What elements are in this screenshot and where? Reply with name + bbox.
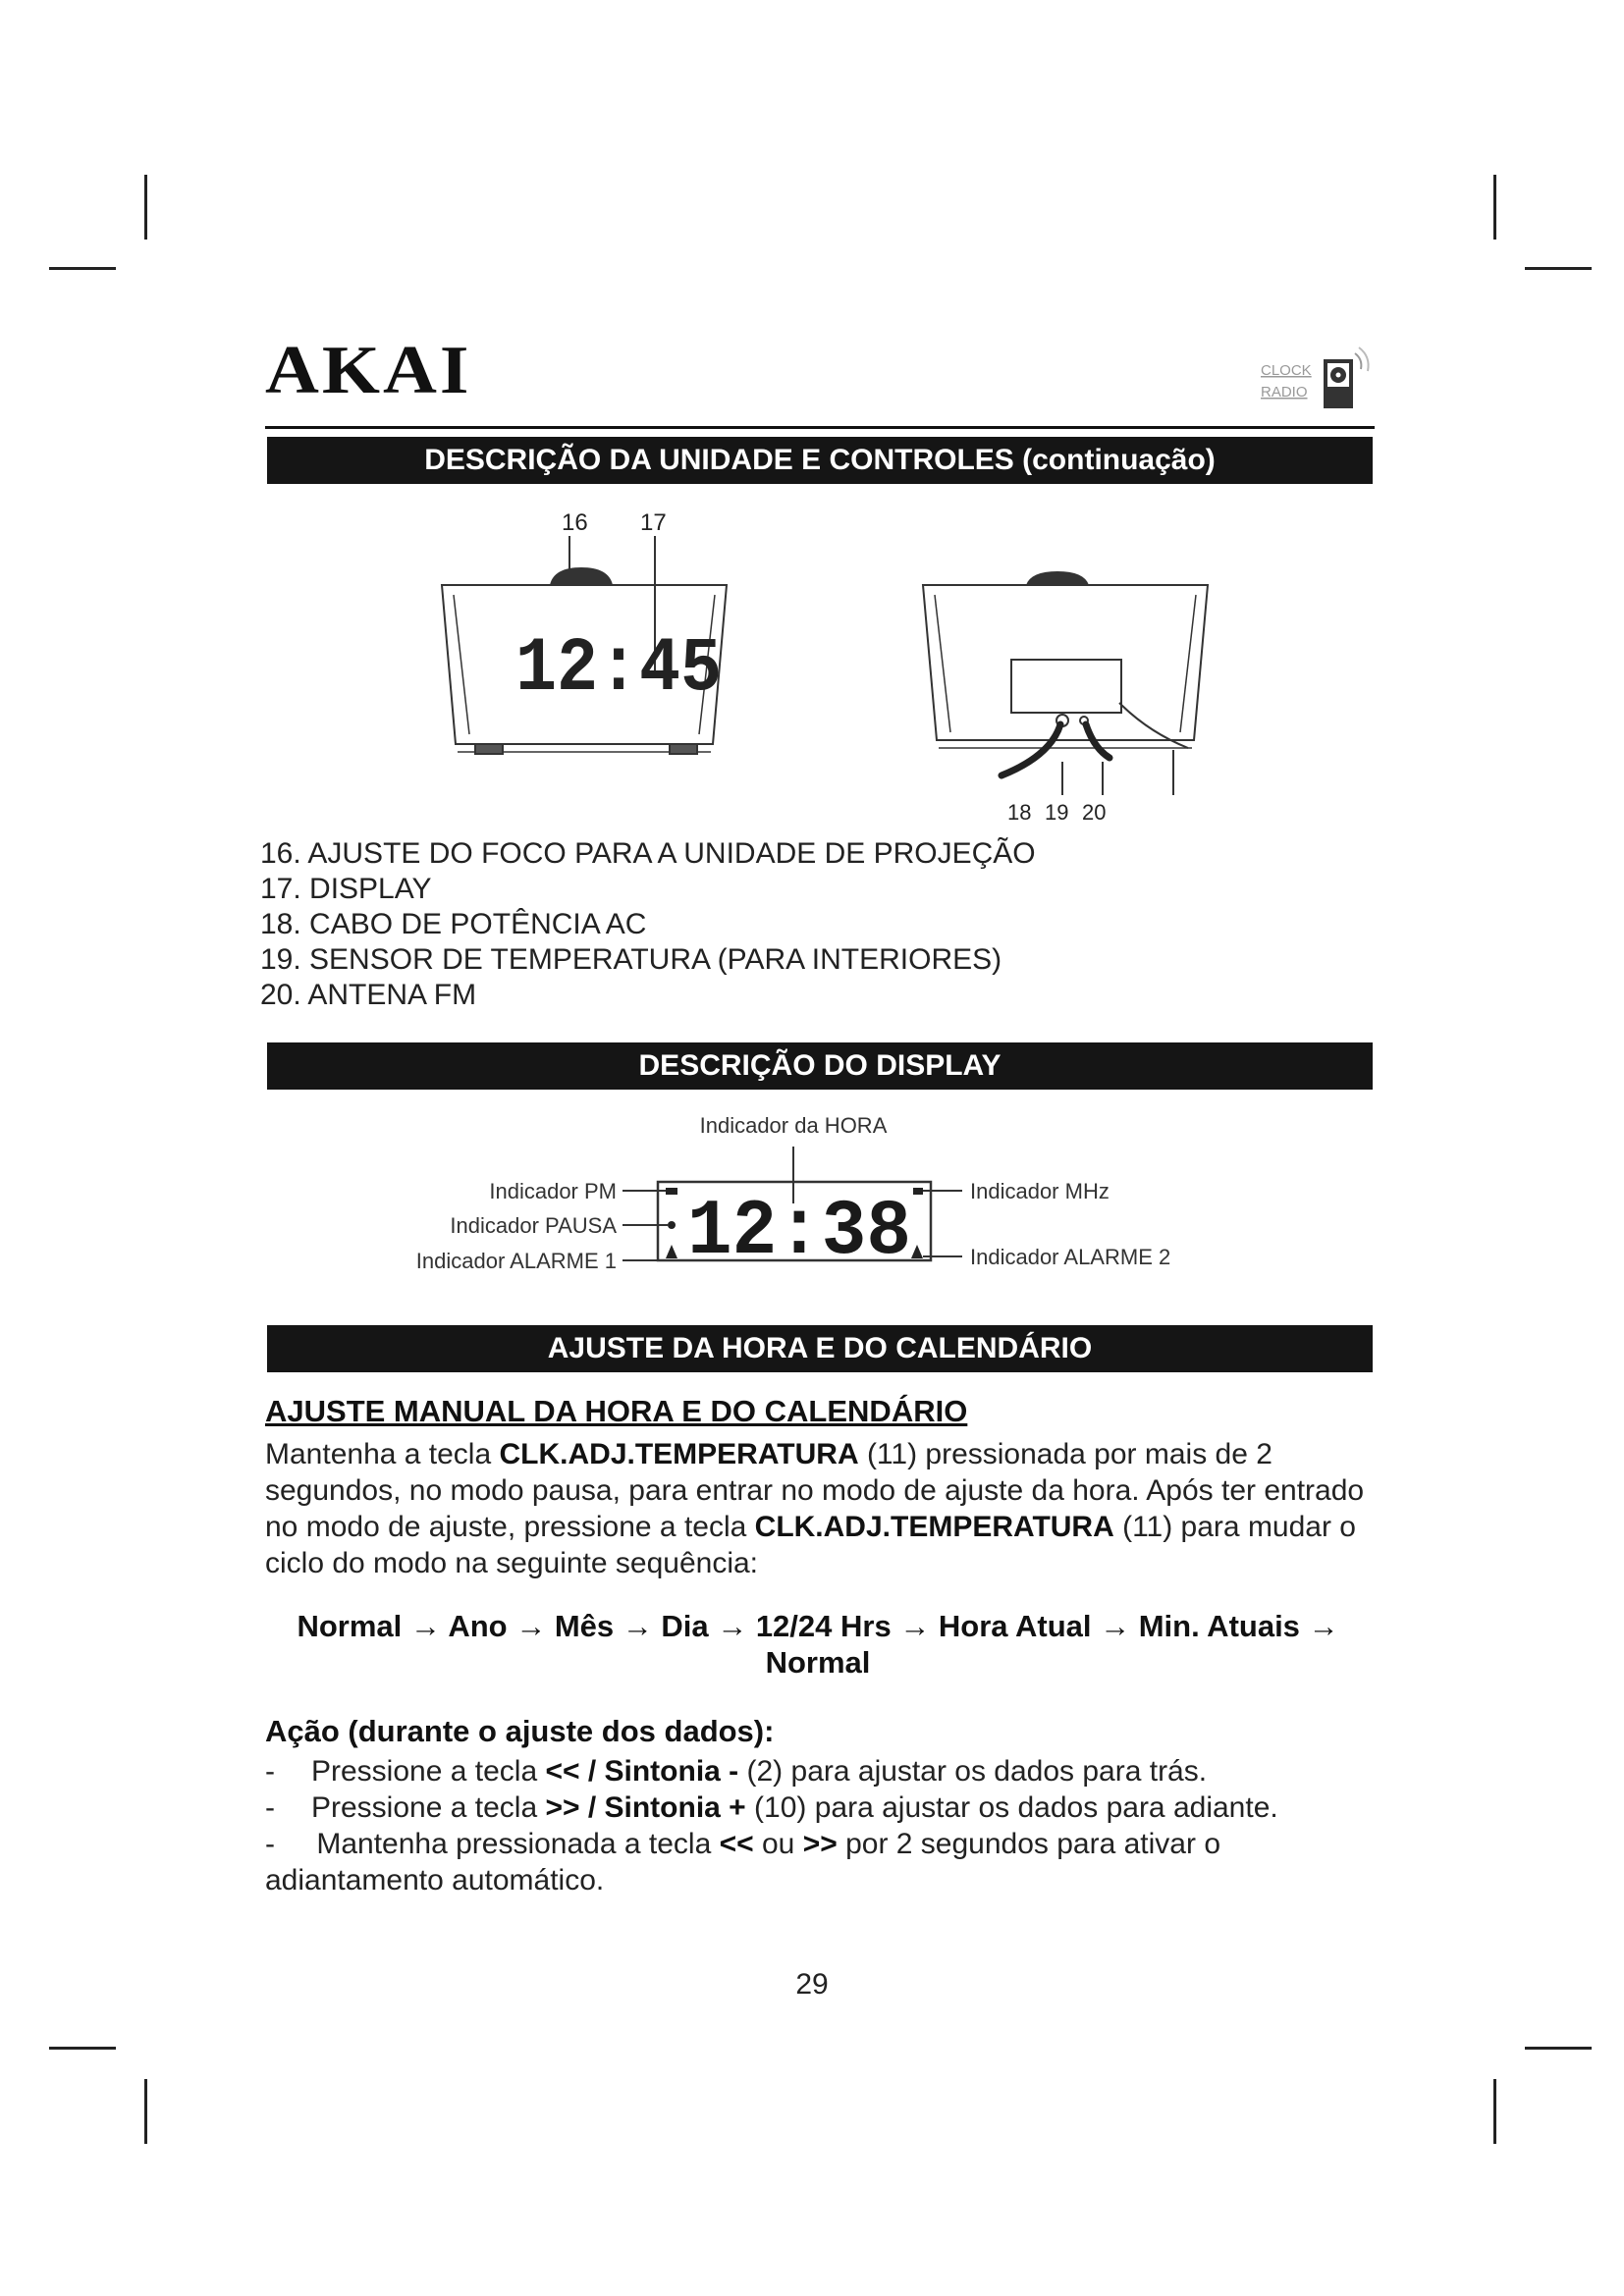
lcd-pause-icon [668, 1221, 676, 1229]
rear-panel [1011, 660, 1121, 713]
instructions-paragraph: Mantenha a tecla CLK.ADJ.TEMPERATURA (11) pressionada por mais de 2 segundos, no modo pausa, para entrar no modo de ajuste da hora. Após ter entrado no modo de ajuste, pressione a tecla CLK.ADJ.TEMPERATURA (11) para mudar o ciclo do modo na seguinte sequência: [265, 1438, 1365, 1579]
rear-unit-body [923, 585, 1208, 740]
lcd-alarm1-icon [666, 1245, 677, 1258]
action-item: - Pressione a tecla >> / Sintonia + (10) para ajustar os dados para adiante. [265, 1791, 1278, 1824]
mode-sequence [265, 1608, 1371, 1681]
section-title-time-calendar: AJUSTE DA HORA E DO CALENDÁRIO [267, 1325, 1373, 1372]
action-list [265, 1753, 1365, 1898]
lcd-diagram [393, 1109, 1227, 1286]
crop-mark-br-h [1525, 2047, 1592, 2050]
lcd-digits: 12:38 [687, 1188, 911, 1277]
crop-mark-tl-h [49, 267, 116, 270]
fm-antenna-wire [1119, 703, 1188, 748]
callout-16: 16 [562, 509, 588, 536]
label-hora: Indicador da HORA [699, 1113, 888, 1138]
part-16: 16. AJUSTE DO FOCO PARA A UNIDADE DE PROJEÇÃO [260, 837, 1036, 870]
front-foot-left [475, 744, 503, 754]
callout-20: 20 [1082, 800, 1107, 825]
key-clk-adj-2: CLK.ADJ.TEMPERATURA [754, 1511, 1114, 1543]
lcd-alarm2-icon [911, 1245, 923, 1258]
unit-diagram [422, 501, 1227, 834]
sequence-line-1: Normal → Ano → Mês → Dia → 12/24 Hrs → Hora Atual → Min. Atuais → [297, 1609, 1339, 1643]
callout-19: 19 [1045, 800, 1069, 825]
label-pausa: Indicador PAUSA [450, 1213, 617, 1238]
subheading-manual-adjust: AJUSTE MANUAL DA HORA E DO CALENDÁRIO [265, 1394, 968, 1428]
crop-mark-bl-h [49, 2047, 116, 2050]
crop-mark-tr-h [1525, 267, 1592, 270]
label-mhz: Indicador MHz [970, 1179, 1110, 1203]
parts-list [260, 836, 1036, 1013]
action-heading: Ação (durante o ajuste dos dados): [265, 1714, 775, 1748]
clock-radio-icon [1324, 347, 1369, 408]
akai-logo: AKAI [265, 332, 472, 408]
lcd-pm-icon [666, 1188, 677, 1195]
crop-mark-br-v [1493, 2079, 1496, 2144]
action-item: - Pressione a tecla << / Sintonia - (2) para ajustar os dados para trás. [265, 1755, 1208, 1788]
part-19: 19. SENSOR DE TEMPERATURA (PARA INTERIORES) [260, 943, 1002, 976]
action-item: - Mantenha pressionada a tecla << ou >> por 2 segundos para ativar o adiantamento automático. [265, 1828, 1220, 1896]
header-rule [265, 426, 1375, 429]
front-display-digits: 12:45 [515, 625, 722, 714]
focus-knob-rear [1026, 571, 1089, 585]
sequence-line-2: Normal [765, 1645, 871, 1680]
front-foot-right [670, 744, 697, 754]
callout-17: 17 [640, 509, 667, 536]
crop-mark-tl-v [144, 175, 147, 240]
key-clk-adj: CLK.ADJ.TEMPERATURA [499, 1438, 859, 1470]
focus-knob-front [550, 567, 613, 585]
callout-18: 18 [1007, 800, 1032, 825]
section-title-controls: DESCRIÇÃO DA UNIDADE E CONTROLES (continuação) [267, 437, 1373, 484]
label-alarme1: Indicador ALARME 1 [415, 1249, 617, 1273]
section-title-display: DESCRIÇÃO DO DISPLAY [267, 1042, 1373, 1090]
part-18: 18. CABO DE POTÊNCIA AC [260, 908, 647, 940]
page-number: 29 [795, 1968, 829, 2001]
label-pm: Indicador PM [489, 1179, 617, 1203]
crop-mark-tr-v [1493, 175, 1496, 240]
crop-mark-bl-v [144, 2079, 147, 2144]
part-17: 17. DISPLAY [260, 873, 432, 905]
part-20: 20. ANTENA FM [260, 979, 477, 1011]
lcd-mhz-icon [913, 1188, 923, 1195]
power-cable [1001, 724, 1060, 775]
clock-radio-badge [1257, 346, 1379, 414]
label-alarme2: Indicador ALARME 2 [970, 1245, 1171, 1269]
badge-line-2: RADIO [1261, 384, 1308, 400]
badge-line-1: CLOCK [1261, 362, 1312, 379]
